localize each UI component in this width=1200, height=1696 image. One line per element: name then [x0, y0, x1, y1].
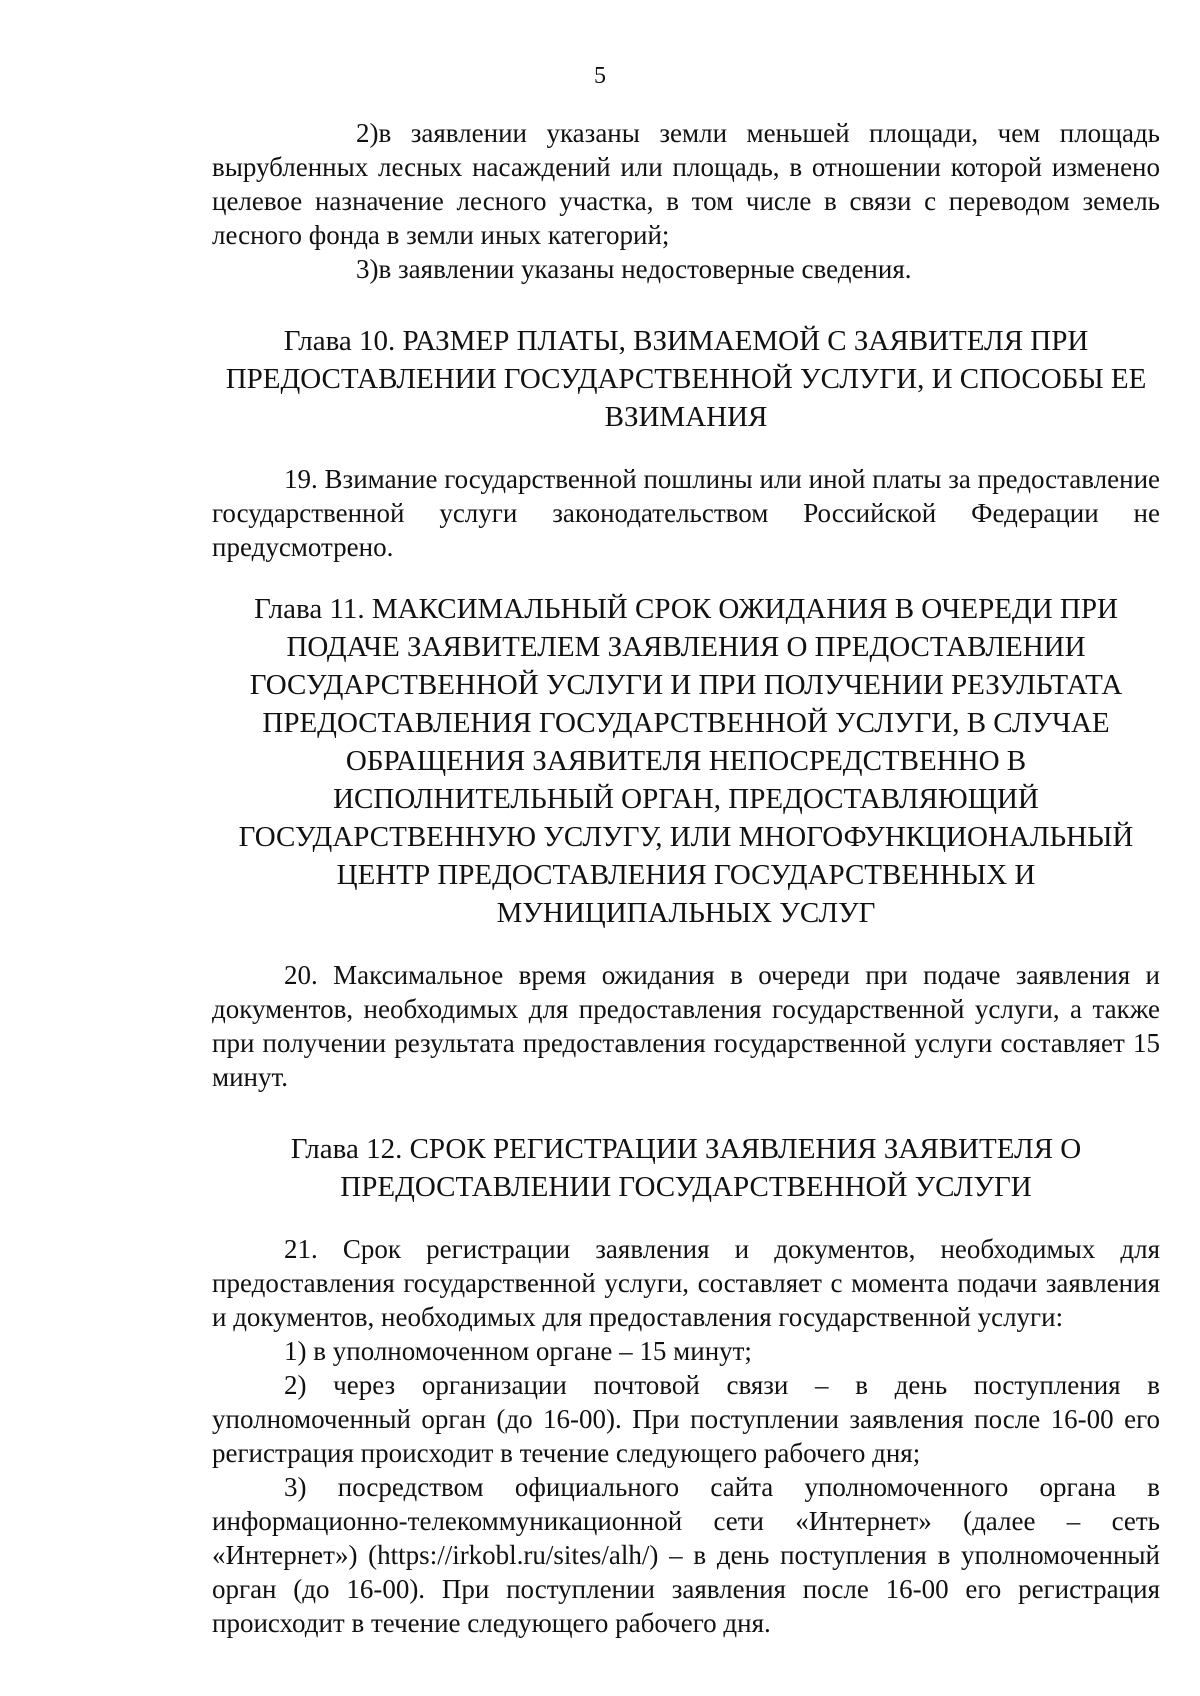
page-number: 5 [594, 63, 606, 89]
chapter-10-heading: Глава 10. РАЗМЕР ПЛАТЫ, ВЗИМАЕМОЙ С ЗАЯВИТЕЛЯ ПРИ ПРЕДОСТАВЛЕНИИ ГОСУДАРСТВЕННОЙ УСЛУГИ, И СПОСОБЫ ЕЕ ВЗИМАНИЯ [225, 325, 1147, 433]
paragraph-21-item-1: 1) в уполномоченном органе – 15 минут; [284, 1336, 752, 1366]
paragraph-19: 19. Взимание государственной пошлины или иной платы за предоставление государственной услуги законодательством Российской Федерации не предусмотрено. [212, 464, 1160, 562]
spacer [212, 1094, 1160, 1130]
list-item-2-number: 2) [356, 118, 379, 148]
list-item-2-text: в заявлении указаны земли меньшей площади, чем площадь вырубленных лесных насаждений или площадь, в отношении которой изменено целевое назначение лесного участка, в том числе в связи с переводом земель лесного фонда в земли иных категорий; [212, 118, 1160, 250]
paragraph-21-item-3: 3) посредством официального сайта уполномоченного органа в информационно-телекоммуникационной сети «Интернет» (далее – сеть «Интернет») (https://irkobl.ru/sites/alh/) – в день поступления в уполномоченный орган (до 16-00). При поступлении заявления после 16-00 его регистрация происходит в течение следующего рабочего дня. [212, 1472, 1160, 1638]
spacer [212, 1206, 1160, 1232]
paragraph-20: 20. Максимальное время ожидания в очереди при подаче заявления и документов, необходимых для предоставления государственной услуги, а также при получении результата предоставления государственной услуги составляет 15 минут. [212, 960, 1160, 1092]
chapter-12-heading: Глава 12. СРОК РЕГИСТРАЦИИ ЗАЯВЛЕНИЯ ЗАЯВИТЕЛЯ О ПРЕДОСТАВЛЕНИИ ГОСУДАРСТВЕННОЙ УСЛУГИ [290, 1133, 1082, 1203]
list-item-3 [212, 252, 1160, 286]
spacer [212, 436, 1160, 462]
paragraph-21-item-2: 2) через организации почтовой связи – в день поступления в уполномоченный орган (до 16-00). При поступлении заявления после 16-00 его регистрация происходит в течение следующего рабочего дня; [212, 1370, 1160, 1468]
list-item-3-number: 3) [356, 254, 379, 284]
chapter-11-heading: Глава 11. МАКСИМАЛЬНЫЙ СРОК ОЖИДАНИЯ В ОЧЕРЕДИ ПРИ ПОДАЧЕ ЗАЯВИТЕЛЕМ ЗАЯВЛЕНИЯ О ПРЕДОСТАВЛЕНИИ ГОСУДАРСТВЕННОЙ УСЛУГИ И ПРИ ПОЛУЧЕНИИ РЕЗУЛЬТАТА ПРЕДОСТАВЛЕНИЯ ГОСУДАРСТВЕННОЙ УСЛУГИ, В СЛУЧАЕ ОБРАЩЕНИЯ ЗАЯВИТЕЛЯ НЕПОСРЕДСТВЕННО В ИСПОЛНИТЕЛЬНЫЙ ОРГАН, ПРЕДОСТАВЛЯЮЩИЙ ГОСУДАРСТВЕННУЮ УСЛУГУ, ИЛИ МНОГОФУНКЦИОНАЛЬНЫЙ ЦЕНТР ПРЕДОСТАВЛЕНИЯ ГОСУДАРСТВЕННЫХ И МУНИЦИПАЛЬНЫХ УСЛУГ [238, 593, 1134, 929]
spacer [212, 564, 1160, 590]
spacer [212, 932, 1160, 958]
list-item-2 [212, 116, 1160, 252]
paragraph-21: 21. Срок регистрации заявления и документов, необходимых для предоставления государственной услуги, составляет с момента подачи заявления и документов, необходимых для предоставления государственной услуги: [212, 1234, 1160, 1332]
spacer [212, 286, 1160, 322]
list-item-3-text: в заявлении указаны недостоверные сведения. [378, 254, 912, 284]
document-body [212, 116, 1160, 1640]
